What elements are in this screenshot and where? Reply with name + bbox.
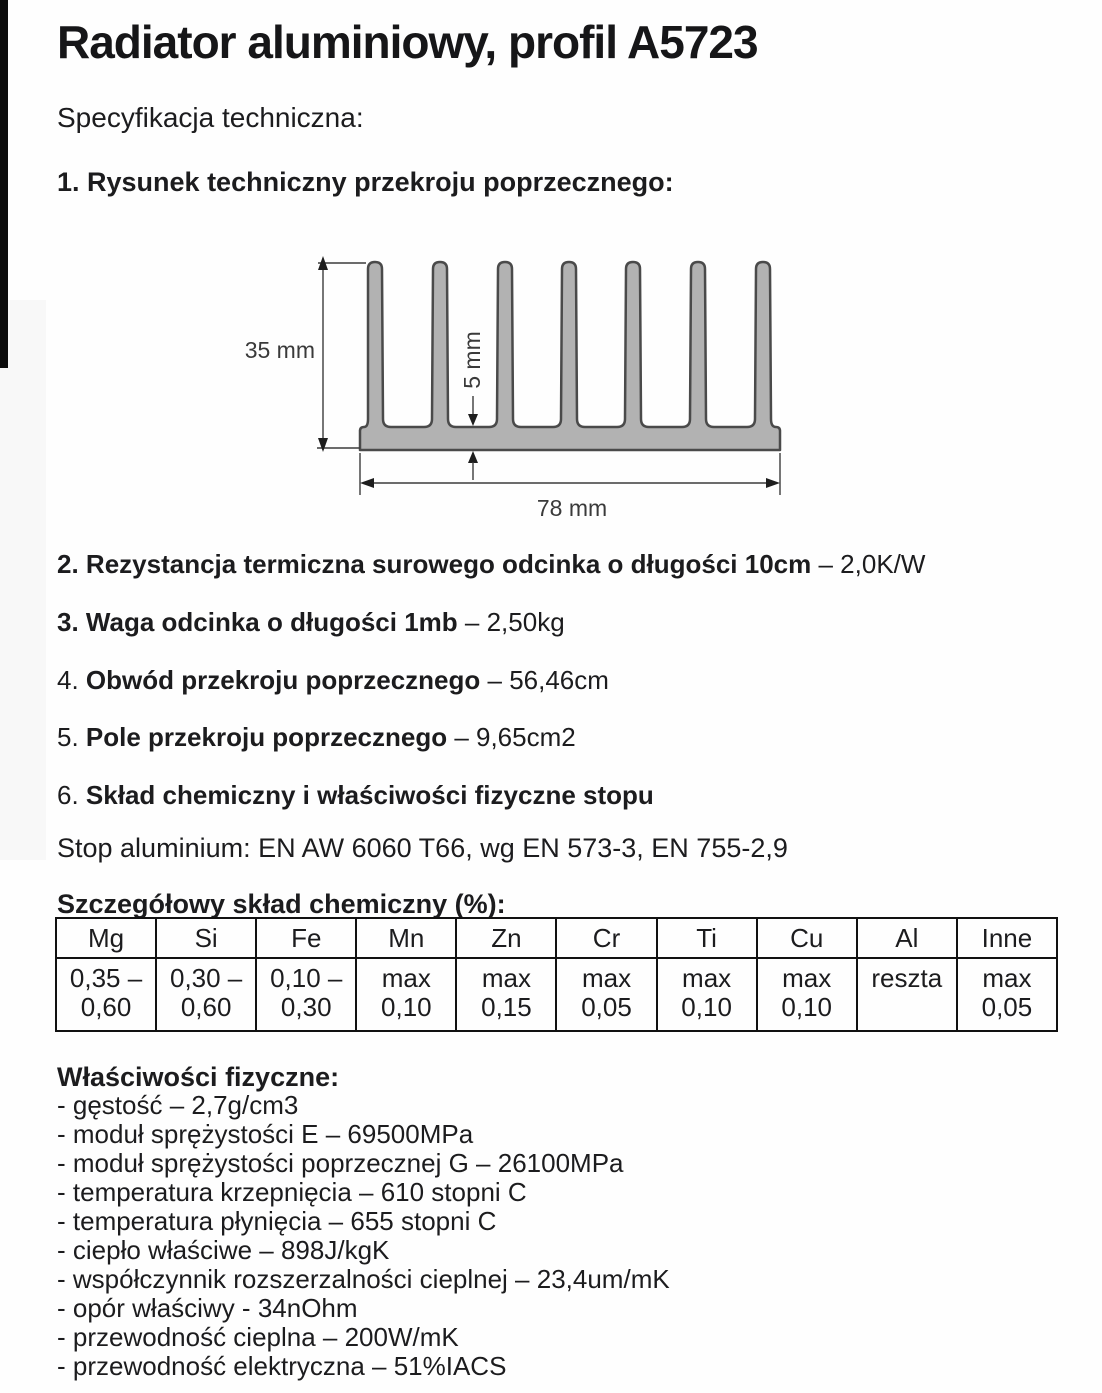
table-header-row	[56, 918, 1057, 958]
spec-item-3	[57, 607, 565, 638]
cell-line-1: max	[782, 963, 832, 993]
spec-label: Rezystancja termiczna surowego odcinka o długości 10cm	[85, 549, 812, 579]
spec-item-6	[57, 780, 654, 811]
dim-width-lines	[360, 453, 780, 495]
section-1-heading: 1. Rysunek techniczny przekroju poprzecznego:	[57, 167, 674, 197]
table-cell	[556, 958, 656, 1031]
column-header: Inne	[957, 918, 1057, 958]
cell-line-1: 0,10 –	[270, 963, 343, 993]
spec-number: 5.	[57, 722, 86, 752]
cell-line-2: 0,60	[80, 992, 132, 1022]
table-cell	[957, 958, 1057, 1031]
cell-line-1: max	[481, 963, 531, 993]
cell-line-1: max	[581, 963, 632, 993]
dim-thickness-label: 5 mm	[459, 331, 485, 389]
property-item: - opór właściwy - 34nOhm	[57, 1293, 358, 1323]
spec-label: Pole przekroju poprzecznego	[85, 722, 448, 752]
table-cell	[657, 958, 757, 1031]
dim-width-arrow-right	[766, 478, 780, 488]
spec-number: 3.	[57, 607, 86, 637]
technical-drawing	[230, 240, 810, 530]
spec-value: – 56,46cm	[480, 665, 609, 695]
spec-number: 2.	[57, 549, 86, 579]
table-cell	[156, 958, 256, 1031]
column-header: Ti	[657, 918, 757, 958]
property-item: - moduł sprężystości poprzecznej G – 26100MPa	[57, 1148, 624, 1178]
spec-item-2	[57, 549, 925, 580]
table-value-row	[56, 958, 1057, 1031]
spec-item-5	[57, 722, 576, 753]
table-cell	[56, 958, 156, 1031]
scan-artifact-shade	[0, 300, 46, 860]
dim-thickness-arrow-up	[468, 451, 478, 463]
property-item: - przewodność cieplna – 200W/mK	[57, 1322, 459, 1352]
page-title: Radiator aluminiowy, profil A5723	[57, 16, 758, 68]
column-header: Fe	[256, 918, 356, 958]
dim-width-label: 78 mm	[536, 495, 608, 521]
column-header: Cu	[757, 918, 857, 958]
cell-line-1: 0,30 –	[169, 963, 243, 993]
property-item: - moduł sprężystości E – 69500MPa	[57, 1119, 474, 1149]
property-item: - współczynnik rozszerzalności cieplnej – 23,4um/mK	[57, 1264, 670, 1294]
cell-line-1: 0,35 –	[69, 963, 143, 993]
cell-line-1: max	[982, 963, 1032, 993]
cell-line-2: 0,60	[180, 992, 232, 1022]
dim-height-lines	[317, 263, 366, 448]
spec-label: Skład chemiczny i właściwości fizyczne stopu	[85, 780, 654, 810]
property-item: - temperatura krzepnięcia – 610 stopni C	[57, 1177, 527, 1207]
cell-line-2: 0,30	[280, 992, 332, 1022]
table-cell	[356, 958, 456, 1031]
spec-item-4	[57, 665, 609, 696]
property-item: - gęstość – 2,7g/cm3	[57, 1090, 299, 1120]
subtitle: Specyfikacja techniczna:	[57, 102, 364, 133]
cell-line-1: max	[682, 963, 732, 993]
dim-height-arrow-bottom	[318, 438, 328, 452]
column-header: Mg	[56, 918, 156, 958]
spec-value: – 2,0K/W	[811, 549, 926, 579]
column-header: Zn	[456, 918, 556, 958]
alloy-designation: Stop aluminium: EN AW 6060 T66, wg EN 573-3, EN 755-2,9	[57, 833, 788, 863]
dim-width-arrow-left	[360, 478, 374, 488]
table-cell	[857, 958, 957, 1031]
property-item: - przewodność elektryczna – 51%IACS	[57, 1351, 507, 1381]
dim-thickness-arrow-down	[468, 414, 478, 426]
chemical-composition-table	[55, 917, 1058, 1032]
table-cell	[256, 958, 356, 1031]
cell-line-2: 0,10	[681, 992, 732, 1022]
cell-line-1: reszta	[871, 963, 943, 993]
cell-line-2: 0,05	[981, 992, 1033, 1022]
column-header: Si	[156, 918, 256, 958]
spec-value: – 9,65cm2	[447, 722, 576, 752]
heatsink-cross-section	[360, 262, 780, 450]
cell-line-2: 0,15	[481, 992, 532, 1022]
column-header: Mn	[356, 918, 456, 958]
spec-label: Waga odcinka o długości 1mb	[85, 607, 458, 637]
property-item: - ciepło właściwe – 898J/kgK	[57, 1235, 390, 1265]
dim-height-label: 35 mm	[244, 337, 315, 363]
column-header: Al	[857, 918, 957, 958]
spec-label: Obwód przekroju poprzecznego	[85, 665, 481, 695]
cell-line-1: max	[381, 963, 431, 993]
chemical-table-title: Szczegółowy skład chemiczny (%):	[57, 889, 506, 919]
physical-properties-list	[57, 1091, 670, 1381]
column-header: Cr	[556, 918, 656, 958]
heatsink-drawing-svg	[230, 240, 810, 530]
physical-properties-heading: Właściwości fizyczne:	[57, 1062, 340, 1092]
spec-number: 4.	[57, 665, 86, 695]
table-cell	[456, 958, 556, 1031]
spec-value: – 2,50kg	[457, 607, 565, 637]
spec-number: 6.	[57, 780, 86, 810]
cell-line-2: 0,05	[581, 992, 632, 1022]
cell-line-2: 0,10	[781, 992, 832, 1022]
table-cell	[757, 958, 857, 1031]
cell-line-2: 0,10	[381, 992, 432, 1022]
property-item: - temperatura płynięcia – 655 stopni C	[57, 1206, 497, 1236]
